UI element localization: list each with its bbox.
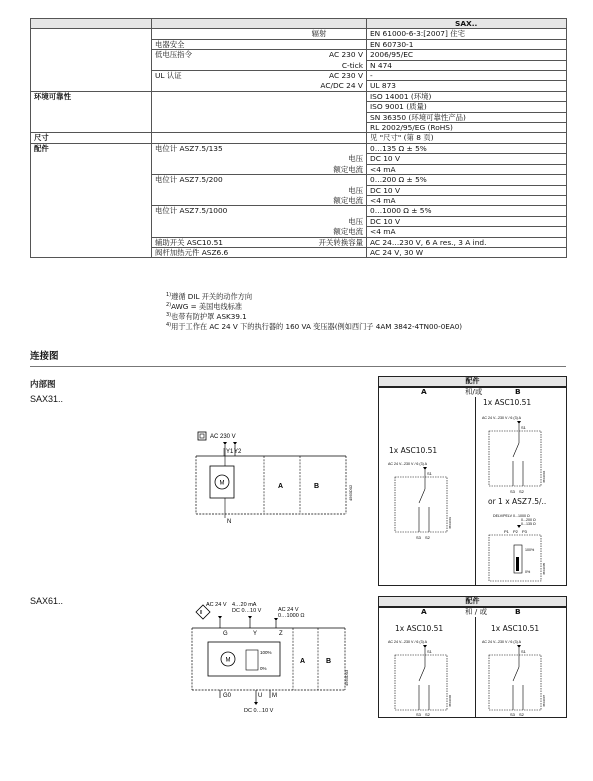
svg-text:P3: P3	[522, 529, 527, 534]
section-cell	[31, 206, 152, 216]
table-row	[31, 227, 567, 237]
svg-text:U: U	[258, 693, 263, 699]
value-cell: -	[367, 71, 567, 81]
divider	[30, 366, 566, 367]
or-option-title: or 1 x ASZ7.5/..	[488, 497, 547, 506]
svg-text:DC 0…10 V: DC 0…10 V	[232, 608, 262, 614]
svg-text:S3: S3	[510, 712, 515, 717]
svg-text:S1: S1	[521, 425, 526, 430]
arrow-down-icon	[223, 442, 227, 445]
internal-diagram-title: 内部图	[30, 379, 56, 389]
model-label-sax61: SAX61..	[30, 596, 64, 606]
svg-text:0…1000 Ω: 0…1000 Ω	[278, 613, 305, 619]
table-row	[31, 247, 567, 257]
table-row	[31, 216, 567, 226]
label-cell: 辅助开关 ASC10.51	[152, 237, 272, 247]
qualifier-cell: 额定电流	[272, 195, 367, 205]
value-cell: DC 10 V	[367, 216, 567, 226]
svg-text:P1: P1	[504, 529, 509, 534]
svg-text:S2: S2	[425, 535, 430, 540]
table-header-row	[31, 19, 567, 29]
qualifier-cell	[272, 143, 367, 153]
qualifier-cell: AC/DC 24 V	[272, 81, 367, 91]
svg-text:M: M	[225, 657, 231, 664]
svg-text:AC 24 V...230 V / 6 (3) A: AC 24 V...230 V / 6 (3) A	[388, 640, 428, 644]
qualifier-cell: 辐射	[272, 29, 367, 39]
label-cell: 电位计 ASZ7.5/135	[152, 143, 272, 153]
section-cell	[31, 50, 152, 60]
table-row	[31, 133, 567, 143]
table-row	[31, 29, 567, 39]
qualifier-cell	[272, 39, 367, 49]
label-cell	[152, 164, 272, 174]
section-cell	[31, 154, 152, 164]
qualifier-cell	[272, 175, 367, 185]
table-row	[31, 91, 567, 101]
svg-text:4563D01: 4563D01	[448, 516, 452, 529]
svg-text:S1: S1	[521, 649, 526, 654]
svg-text:DC 0…10 V: DC 0…10 V	[244, 708, 274, 714]
svg-text:4…20 mA: 4…20 mA	[232, 602, 257, 608]
value-cell: ISO 9001 (质量)	[367, 102, 567, 112]
table-row	[31, 175, 567, 185]
label-cell	[152, 102, 272, 112]
table-row	[31, 102, 567, 112]
qualifier-cell: AC 230 V	[272, 71, 367, 81]
label-cell	[152, 29, 272, 39]
section-cell	[31, 112, 152, 122]
label-cell: 电位计 ASZ7.5/1000	[152, 206, 272, 216]
svg-text:4563D07: 4563D07	[542, 694, 546, 707]
value-cell: AC 24 V, 30 W	[367, 247, 567, 257]
section-cell: 环境可靠性	[31, 91, 152, 101]
footnote	[166, 292, 462, 302]
svg-text:N: N	[227, 519, 232, 525]
footnotes	[166, 292, 462, 332]
svg-text:Z: Z	[279, 631, 283, 637]
table-row	[31, 71, 567, 81]
footnote-number: 1)	[166, 292, 172, 298]
footnote	[166, 322, 462, 332]
label-cell	[152, 227, 272, 237]
svg-text:Y2: Y2	[234, 449, 242, 455]
svg-text:S3: S3	[416, 712, 421, 717]
qualifier-cell: 电压	[272, 185, 367, 195]
svg-text:S3: S3	[416, 535, 421, 540]
wiring-diagram-sax61	[190, 598, 350, 718]
table-row	[31, 60, 567, 70]
qualifier-cell	[272, 91, 367, 101]
section-title-connection: 连接图	[30, 351, 59, 362]
svg-text:B: B	[314, 483, 320, 490]
double-insulation-icon	[198, 432, 206, 440]
label-cell: UL 认证	[152, 71, 272, 81]
svg-text:100%: 100%	[525, 548, 535, 552]
accessory-header: 配件	[379, 597, 566, 607]
qualifier-cell	[272, 112, 367, 122]
model-label-sax31: SAX31..	[30, 394, 64, 404]
accessory-box-sax61	[378, 596, 567, 718]
section-cell	[31, 71, 152, 81]
section-cell	[31, 39, 152, 49]
svg-text:M: M	[219, 480, 225, 487]
qualifier-cell	[272, 133, 367, 143]
svg-text:S2: S2	[519, 712, 524, 717]
label-cell: 电器安全	[152, 39, 272, 49]
table-row	[31, 164, 567, 174]
svg-text:G0: G0	[223, 693, 232, 699]
footnote-number: 3)	[166, 312, 172, 318]
svg-text:S2: S2	[425, 712, 430, 717]
section-cell: 配件	[31, 143, 152, 153]
svg-text:S1: S1	[427, 649, 432, 654]
svg-text:DELV/PELV 0...1000 Ω: DELV/PELV 0...1000 Ω	[493, 514, 530, 518]
accessory-header: 配件	[379, 377, 566, 387]
potentiometer-diagram	[481, 511, 563, 585]
left-option-title: 1x ASC10.51	[389, 446, 438, 455]
svg-text:0...135 Ω: 0...135 Ω	[521, 522, 536, 526]
value-cell: N 474	[367, 60, 567, 70]
footnote-number: 4)	[166, 322, 172, 328]
value-cell: 0…200 Ω ± 5%	[367, 175, 567, 185]
label-cell	[152, 123, 272, 133]
label-cell	[152, 154, 272, 164]
section-cell: 尺寸	[31, 133, 152, 143]
table-row	[31, 206, 567, 216]
accessory-box-sax31	[378, 376, 567, 586]
footnote	[166, 302, 462, 312]
section-cell	[31, 227, 152, 237]
table-row	[31, 143, 567, 153]
section-cell	[31, 175, 152, 185]
switch-diagram	[387, 637, 469, 719]
value-cell: EN 61000-6-3:[2007] 住宅	[367, 29, 567, 39]
svg-text:A: A	[278, 483, 284, 490]
label-cell	[152, 216, 272, 226]
label-cell: 阀杆加热元件 ASZ6.6	[152, 247, 272, 257]
section-cell	[31, 237, 152, 247]
svg-text:AC 24 V...230 V / 6 (3) A: AC 24 V...230 V / 6 (3) A	[482, 416, 522, 420]
qualifier-cell: 开关转换容量	[272, 237, 367, 247]
table-row	[31, 112, 567, 122]
qualifier-cell	[272, 247, 367, 257]
supply-label: AC 230 V	[210, 434, 236, 440]
spec-table	[30, 18, 567, 258]
svg-text:0%: 0%	[260, 666, 267, 671]
svg-text:4563D03: 4563D03	[344, 669, 349, 686]
value-cell: 见 "尺寸" (第 8 页)	[367, 133, 567, 143]
svg-text:Y: Y	[253, 631, 258, 637]
section-cell	[31, 185, 152, 195]
value-cell: EN 60730-1	[367, 39, 567, 49]
svg-text:P2: P2	[513, 529, 518, 534]
section-cell	[31, 164, 152, 174]
footnote-text: 遵循 DIL 开关的动作方向	[171, 292, 253, 301]
qualifier-cell: 电压	[272, 154, 367, 164]
value-cell: <4 mA	[367, 164, 567, 174]
value-cell: UL 873	[367, 81, 567, 91]
qualifier-cell: 额定电流	[272, 227, 367, 237]
value-cell: 0…135 Ω ± 5%	[367, 143, 567, 153]
label-cell	[152, 81, 272, 91]
value-cell: SN 36350 (环境可靠性产品)	[367, 112, 567, 122]
table-row	[31, 154, 567, 164]
label-cell	[152, 133, 272, 143]
svg-text:Y1: Y1	[226, 449, 234, 455]
value-cell: <4 mA	[367, 227, 567, 237]
svg-text:4563D04: 4563D04	[542, 470, 546, 483]
qualifier-cell	[272, 206, 367, 216]
svg-text:S2: S2	[519, 489, 524, 494]
qualifier-cell: C-tick	[272, 60, 367, 70]
svg-text:S3: S3	[510, 489, 515, 494]
svg-text:0%: 0%	[525, 570, 531, 574]
svg-text:4563D05: 4563D05	[542, 562, 546, 575]
qualifier-cell: 电压	[272, 216, 367, 226]
section-cell	[31, 247, 152, 257]
svg-text:AC 24 V...230 V / 6 (3) A: AC 24 V...230 V / 6 (3) A	[482, 640, 522, 644]
table-row	[31, 50, 567, 60]
table-row	[31, 123, 567, 133]
label-cell: 低电压指令	[152, 50, 272, 60]
label-cell: 电位计 ASZ7.5/200	[152, 175, 272, 185]
switch-diagram	[387, 459, 469, 541]
header-cell-sax: SAX..	[367, 19, 567, 29]
svg-text:M: M	[272, 693, 277, 699]
footnote-number: 2)	[166, 302, 172, 308]
table-row	[31, 81, 567, 91]
svg-text:AC 24 V: AC 24 V	[206, 602, 227, 608]
section-cell	[31, 123, 152, 133]
accessory-subheader: A 和 / 或 B	[379, 607, 566, 608]
svg-text:4563D06: 4563D06	[448, 694, 452, 707]
svg-text:S1: S1	[427, 471, 432, 476]
value-cell: AC 24…230 V, 6 A res., 3 A ind.	[367, 237, 567, 247]
right-option-title: 1x ASC10.51	[491, 624, 540, 633]
svg-text:G: G	[223, 631, 228, 637]
value-cell: DC 10 V	[367, 185, 567, 195]
switch-diagram	[481, 413, 563, 495]
arrow-down-icon	[233, 442, 237, 445]
label-cell	[152, 195, 272, 205]
qualifier-cell	[272, 102, 367, 112]
value-cell: <4 mA	[367, 195, 567, 205]
accessory-subheader: A 和/或 B	[379, 387, 566, 388]
table-row	[31, 195, 567, 205]
svg-text:0...200 Ω: 0...200 Ω	[521, 518, 536, 522]
table-row	[31, 39, 567, 49]
section-cell	[31, 60, 152, 70]
right-option-title: 1x ASC10.51	[483, 398, 532, 407]
switch-diagram	[481, 637, 563, 719]
svg-text:A: A	[300, 658, 306, 665]
label-cell	[152, 112, 272, 122]
section-cell	[31, 195, 152, 205]
value-cell: DC 10 V	[367, 154, 567, 164]
svg-text:100%: 100%	[260, 650, 272, 655]
qualifier-cell: 额定电流	[272, 164, 367, 174]
table-row	[31, 237, 567, 247]
wiring-diagram-sax31	[196, 428, 353, 528]
section-cell	[31, 216, 152, 226]
svg-text:AC 24 V...230 V / 6 (3) A: AC 24 V...230 V / 6 (3) A	[388, 462, 428, 466]
footnote	[166, 312, 462, 322]
qualifier-cell	[272, 123, 367, 133]
section-cell	[31, 102, 152, 112]
table-row	[31, 185, 567, 195]
svg-text:4563D02: 4563D02	[348, 484, 353, 501]
header-cell	[31, 19, 152, 29]
qualifier-cell: AC 230 V	[272, 50, 367, 60]
value-cell: RL 2002/95/EG (RoHS)	[367, 123, 567, 133]
svg-text:II: II	[199, 610, 203, 616]
footnote-text: 也带有防护罩 ASK39.1	[171, 312, 247, 321]
section-cell	[31, 29, 152, 39]
footnote-text: 用于工作在 AC 24 V 下的执行器的 160 VA 变压器(例如西门子 4AM 3842-4TN00-0EA0)	[171, 322, 463, 331]
value-cell: 0…1000 Ω ± 5%	[367, 206, 567, 216]
label-cell	[152, 60, 272, 70]
header-cell	[152, 19, 367, 29]
svg-text:AC 24 V: AC 24 V	[278, 607, 299, 613]
value-cell: 2006/95/EC	[367, 50, 567, 60]
label-cell	[152, 91, 272, 101]
svg-text:B: B	[326, 658, 332, 665]
footnote-text: AWG = 美国电线标准	[171, 302, 243, 311]
value-cell: ISO 14001 (环境)	[367, 91, 567, 101]
section-cell	[31, 81, 152, 91]
left-option-title: 1x ASC10.51	[395, 624, 444, 633]
label-cell	[152, 185, 272, 195]
